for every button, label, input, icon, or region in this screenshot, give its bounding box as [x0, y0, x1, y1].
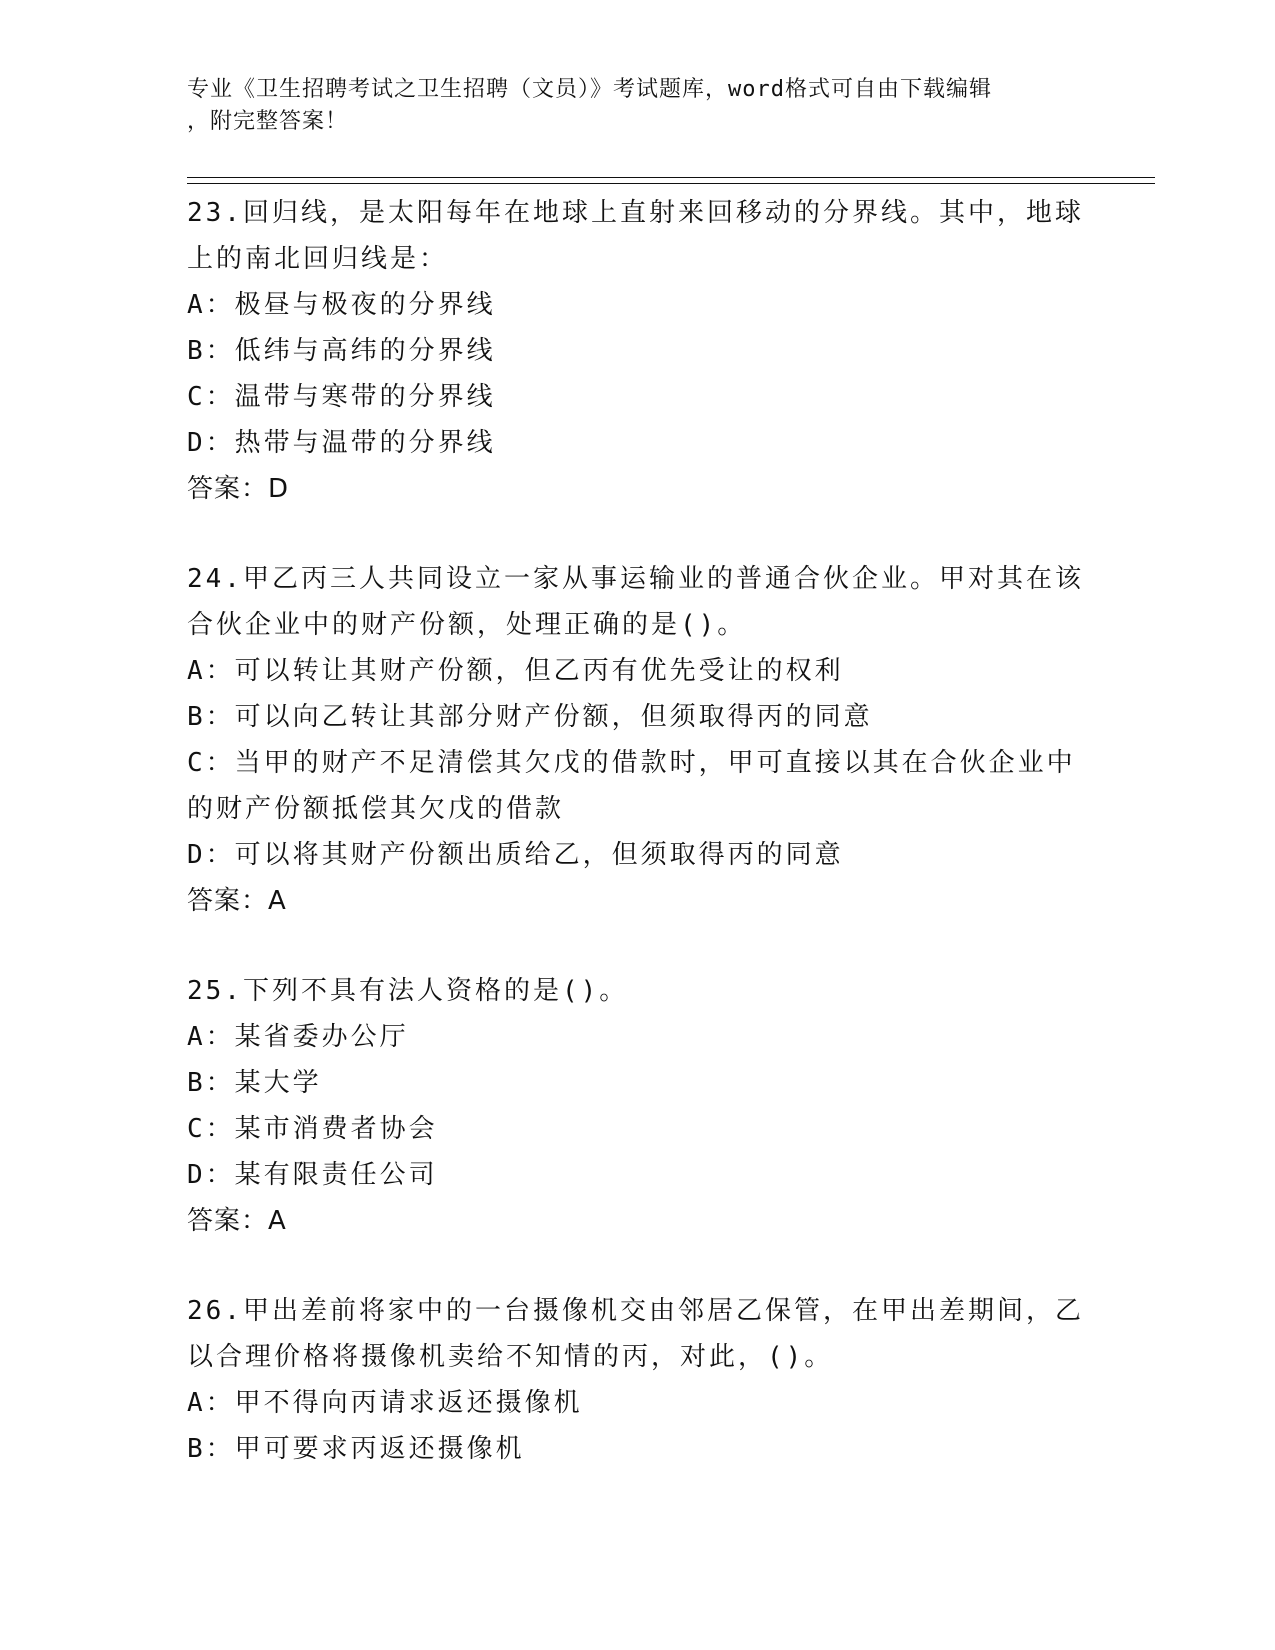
answer-option-line: B：低纬与高纬的分界线 [187, 336, 496, 366]
question-item [187, 1288, 1087, 1472]
question-stem-line: 上的南北回归线是： [187, 244, 449, 274]
question-item [187, 190, 1087, 512]
question-list [187, 190, 1087, 1516]
answer-key: 答案：A [187, 886, 287, 916]
answer-key: 答案：D [187, 474, 290, 504]
header-line-2: ，附完整答案！ [187, 109, 349, 134]
answer-option-line: A：某省委办公厅 [187, 1022, 409, 1052]
question-stem-line: 24.甲乙丙三人共同设立一家从事运输业的普通合伙企业。甲对其在该 [187, 564, 1084, 594]
question-item [187, 556, 1087, 924]
answer-option-line: A：甲不得向丙请求返还摄像机 [187, 1388, 583, 1418]
answer-option-line: D：热带与温带的分界线 [187, 428, 496, 458]
question-stem-line: 合伙企业中的财产份额，处理正确的是()。 [187, 610, 747, 640]
answer-option-line: B：可以向乙转让其部分财产份额，但须取得丙的同意 [187, 702, 873, 732]
answer-option-line: C：当甲的财产不足清偿其欠戊的借款时，甲可直接以其在合伙企业中 [187, 748, 1076, 778]
question-stem-line: 以合理价格将摄像机卖给不知情的丙，对此，()。 [187, 1342, 834, 1372]
document-header [187, 74, 1077, 138]
question-stem-line: 23.回归线，是太阳每年在地球上直射来回移动的分界线。其中，地球 [187, 198, 1084, 228]
answer-option-line: D：可以将其财产份额出质给乙，但须取得丙的同意 [187, 840, 844, 870]
answer-option-line: B：某大学 [187, 1068, 322, 1098]
answer-option-line: C：温带与寒带的分界线 [187, 382, 496, 412]
answer-key: 答案：A [187, 1206, 287, 1236]
header-rule-bottom [187, 183, 1155, 184]
answer-option-line: 的财产份额抵偿其欠戊的借款 [187, 794, 565, 824]
answer-option-line: D：某有限责任公司 [187, 1160, 438, 1190]
question-stem-line: 26.甲出差前将家中的一台摄像机交由邻居乙保管，在甲出差期间，乙 [187, 1296, 1084, 1326]
answer-option-line: A：极昼与极夜的分界线 [187, 290, 496, 320]
header-rule-top [187, 177, 1155, 178]
question-item [187, 968, 1087, 1244]
answer-option-line: A：可以转让其财产份额，但乙丙有优先受让的权利 [187, 656, 844, 686]
question-stem-line: 25.下列不具有法人资格的是()。 [187, 976, 629, 1006]
answer-option-line: B：甲可要求丙返还摄像机 [187, 1434, 525, 1464]
answer-option-line: C：某市消费者协会 [187, 1114, 438, 1144]
header-line-1: 专业《卫生招聘考试之卫生招聘（文员）》考试题库，word格式可自由下载编辑 [187, 77, 992, 102]
